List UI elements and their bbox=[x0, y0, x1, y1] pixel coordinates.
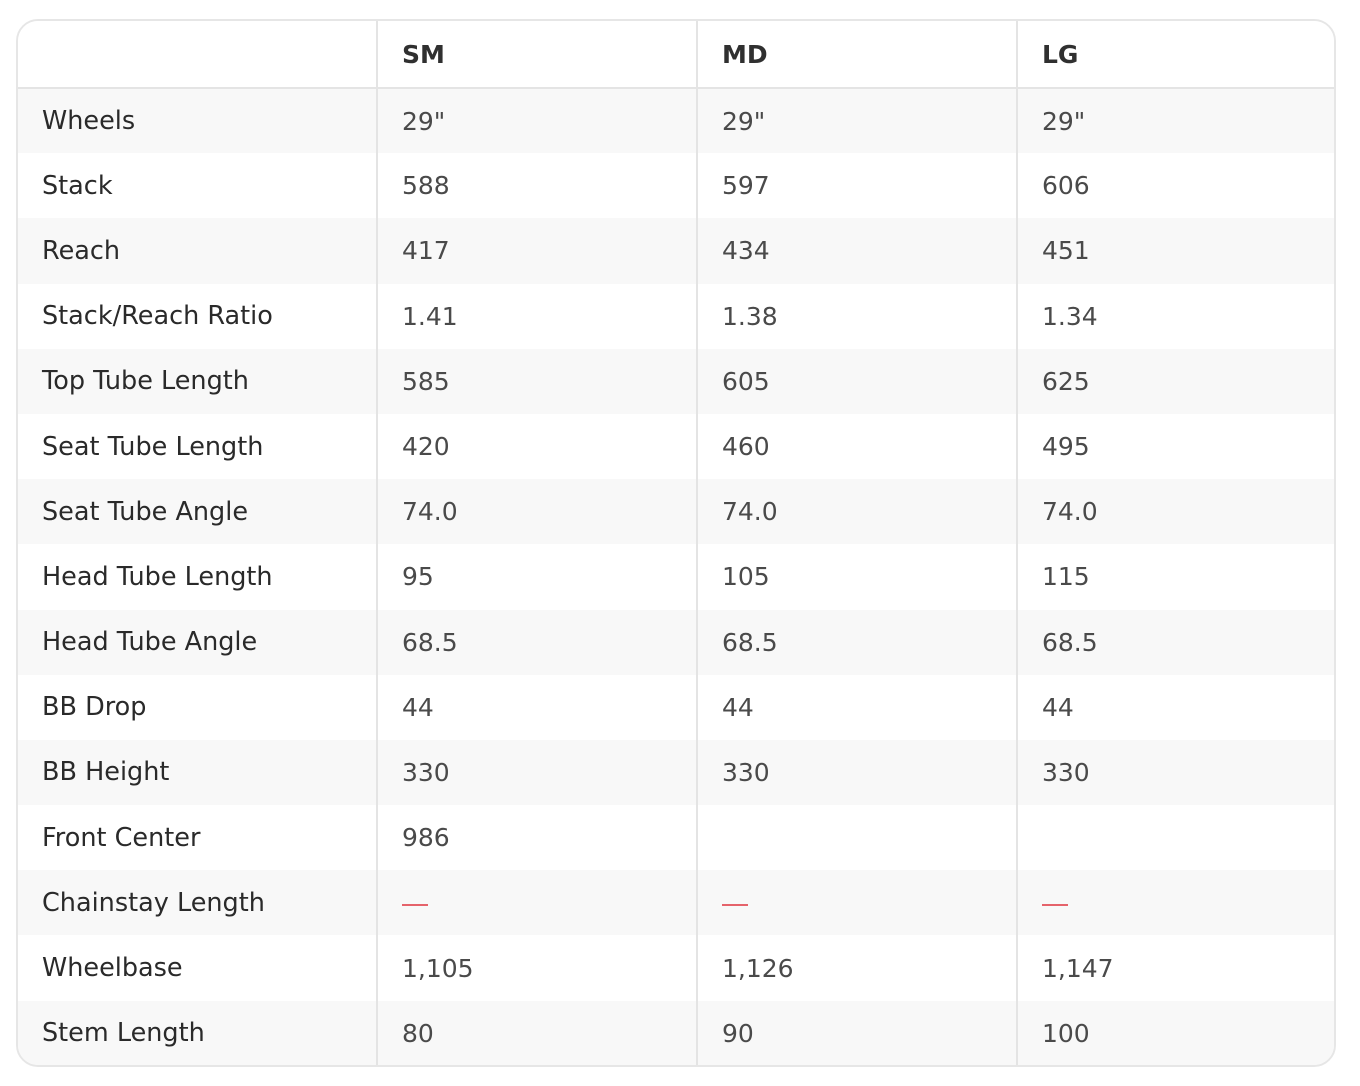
row-label: Stack/Reach Ratio bbox=[18, 284, 377, 349]
cell-value: 95 bbox=[377, 544, 697, 609]
cell-value: 68.5 bbox=[377, 610, 697, 675]
row-label: Reach bbox=[18, 218, 377, 283]
row-label: Top Tube Length bbox=[18, 349, 377, 414]
table-row bbox=[18, 349, 1334, 414]
cell-value: 597 bbox=[697, 153, 1017, 218]
cell-value: 29" bbox=[1017, 88, 1334, 153]
cell-value: 29" bbox=[697, 88, 1017, 153]
row-label: Seat Tube Angle bbox=[18, 479, 377, 544]
cell-value: 451 bbox=[1017, 218, 1334, 283]
row-label: BB Height bbox=[18, 740, 377, 805]
row-label: Head Tube Angle bbox=[18, 610, 377, 675]
cell-value: 44 bbox=[377, 675, 697, 740]
cell-value: 90 bbox=[697, 1001, 1017, 1066]
cell-value: 585 bbox=[377, 349, 697, 414]
cell-value: 1.41 bbox=[377, 284, 697, 349]
header-size-sm: SM bbox=[377, 21, 697, 88]
geometry-table bbox=[18, 21, 1334, 1066]
table-row bbox=[18, 218, 1334, 283]
cell-value: 44 bbox=[697, 675, 1017, 740]
cell-value: 68.5 bbox=[697, 610, 1017, 675]
cell-value: 1,147 bbox=[1017, 935, 1334, 1000]
cell-value: 1,126 bbox=[697, 935, 1017, 1000]
cell-value: 588 bbox=[377, 153, 697, 218]
row-label: Stem Length bbox=[18, 1001, 377, 1066]
geometry-table-card bbox=[16, 19, 1336, 1067]
dash-icon bbox=[402, 904, 428, 906]
header-row bbox=[18, 21, 1334, 88]
cell-value: 495 bbox=[1017, 414, 1334, 479]
row-label: BB Drop bbox=[18, 675, 377, 740]
cell-value: 74.0 bbox=[697, 479, 1017, 544]
row-label: Seat Tube Length bbox=[18, 414, 377, 479]
table-row bbox=[18, 675, 1334, 740]
table-row bbox=[18, 740, 1334, 805]
cell-value: 606 bbox=[1017, 153, 1334, 218]
dash-icon bbox=[1042, 904, 1068, 906]
table-row bbox=[18, 414, 1334, 479]
table-row bbox=[18, 870, 1334, 935]
table-row bbox=[18, 479, 1334, 544]
row-label: Front Center bbox=[18, 805, 377, 870]
table-row bbox=[18, 935, 1334, 1000]
cell-value: 605 bbox=[697, 349, 1017, 414]
table-row bbox=[18, 153, 1334, 218]
empty-value-dash bbox=[697, 870, 1017, 935]
row-label: Wheels bbox=[18, 88, 377, 153]
header-size-lg: LG bbox=[1017, 21, 1334, 88]
table-row bbox=[18, 610, 1334, 675]
empty-value-dash bbox=[377, 870, 697, 935]
table-body bbox=[18, 88, 1334, 1066]
cell-value: 330 bbox=[697, 740, 1017, 805]
cell-value bbox=[1017, 805, 1334, 870]
cell-value: 420 bbox=[377, 414, 697, 479]
table-row bbox=[18, 805, 1334, 870]
cell-value: 1.38 bbox=[697, 284, 1017, 349]
cell-value: 100 bbox=[1017, 1001, 1334, 1066]
table-row bbox=[18, 88, 1334, 153]
row-label: Stack bbox=[18, 153, 377, 218]
header-size-md: MD bbox=[697, 21, 1017, 88]
cell-value: 625 bbox=[1017, 349, 1334, 414]
cell-value: 330 bbox=[1017, 740, 1334, 805]
cell-value: 1.34 bbox=[1017, 284, 1334, 349]
cell-value: 330 bbox=[377, 740, 697, 805]
row-label: Wheelbase bbox=[18, 935, 377, 1000]
cell-value: 74.0 bbox=[1017, 479, 1334, 544]
cell-value: 115 bbox=[1017, 544, 1334, 609]
table-header bbox=[18, 21, 1334, 88]
cell-value: 434 bbox=[697, 218, 1017, 283]
cell-value: 417 bbox=[377, 218, 697, 283]
dash-icon bbox=[722, 904, 748, 906]
empty-value-dash bbox=[1017, 870, 1334, 935]
cell-value: 460 bbox=[697, 414, 1017, 479]
cell-value: 1,105 bbox=[377, 935, 697, 1000]
cell-value: 986 bbox=[377, 805, 697, 870]
table-row bbox=[18, 1001, 1334, 1066]
table-row bbox=[18, 544, 1334, 609]
header-label-column bbox=[18, 21, 377, 88]
cell-value: 29" bbox=[377, 88, 697, 153]
cell-value: 74.0 bbox=[377, 479, 697, 544]
cell-value: 44 bbox=[1017, 675, 1334, 740]
cell-value: 68.5 bbox=[1017, 610, 1334, 675]
row-label: Head Tube Length bbox=[18, 544, 377, 609]
row-label: Chainstay Length bbox=[18, 870, 377, 935]
cell-value: 105 bbox=[697, 544, 1017, 609]
table-row bbox=[18, 284, 1334, 349]
cell-value: 80 bbox=[377, 1001, 697, 1066]
cell-value bbox=[697, 805, 1017, 870]
